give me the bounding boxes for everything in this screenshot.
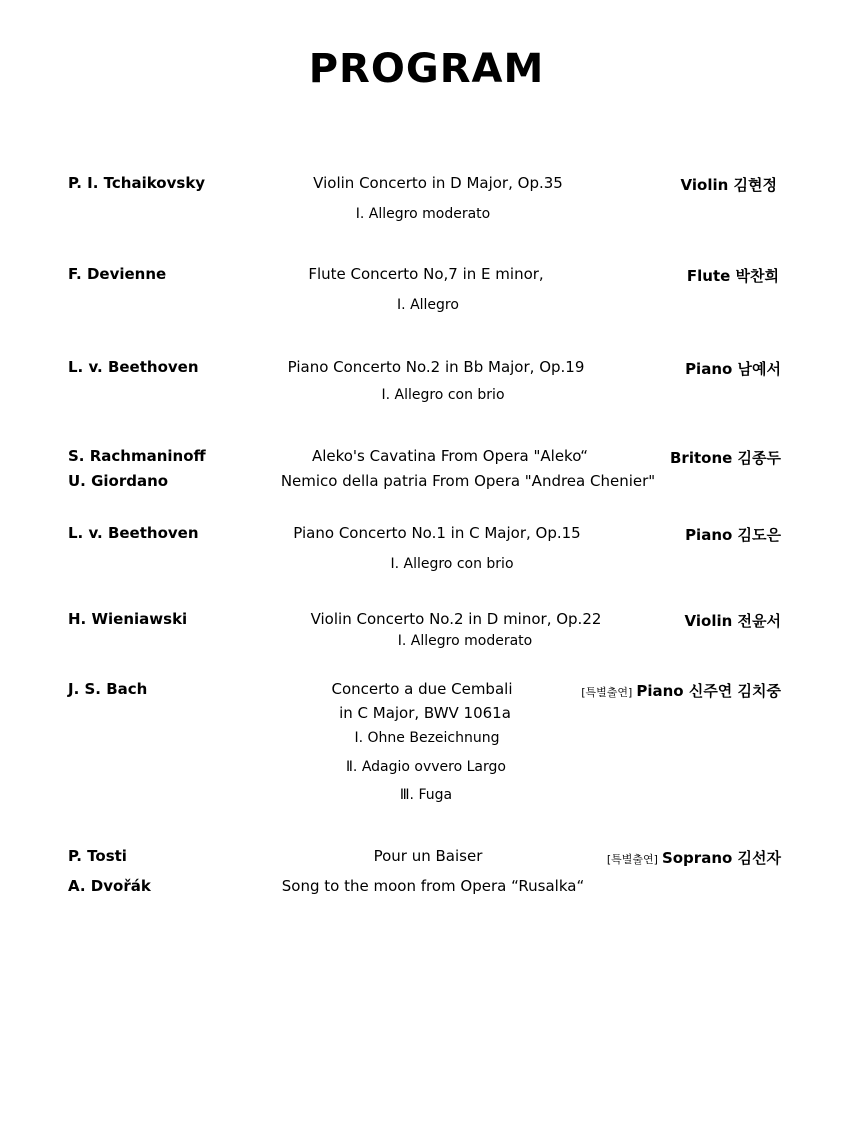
- special-appearance-tag: [특별출연]: [606, 853, 658, 866]
- composer-beethoven-1: L. v. Beethoven: [68, 524, 199, 542]
- composer-rachmaninoff: S. Rachmaninoff: [68, 447, 206, 465]
- work-bach-line-2: in C Major, BWV 1061a: [339, 704, 511, 722]
- performer-rachmaninoff: Britone 김종두: [670, 449, 781, 467]
- performer-beethoven-2: Piano 남예서: [685, 360, 781, 378]
- work-bach-line-1: Concerto a due Cembali: [331, 680, 513, 698]
- movement-beethoven-2: Ⅰ. Allegro con brio: [381, 387, 505, 403]
- movement-bach-2: Ⅱ. Adagio ovvero Largo: [346, 759, 506, 775]
- movement-devienne: Ⅰ. Allegro: [397, 297, 459, 313]
- performer-bach: [581, 680, 781, 701]
- composer-dvorak: A. Dvořák: [68, 877, 151, 895]
- work-giordano: Nemico della patria From Opera "Andrea Chenier": [280, 472, 656, 490]
- composer-wieniawski: H. Wieniawski: [68, 610, 188, 628]
- performer-tosti: [607, 847, 781, 868]
- movement-bach-3: Ⅲ. Fuga: [399, 787, 453, 803]
- movement-tchaikovsky: Ⅰ. Allegro moderato: [355, 206, 491, 222]
- composer-beethoven-2: L. v. Beethoven: [68, 358, 199, 376]
- composer-bach: J. S. Bach: [68, 680, 148, 698]
- performer-tchaikovsky: Violin 김현정: [680, 176, 777, 194]
- composer-tosti: P. Tosti: [68, 847, 127, 865]
- performer-beethoven-1: Piano 김도은: [685, 526, 781, 544]
- work-tosti: Pour un Baiser: [373, 847, 483, 865]
- movement-bach-1: Ⅰ. Ohne Bezeichnung: [354, 730, 500, 746]
- work-beethoven-1: Piano Concerto No.1 in C Major, Op.15: [293, 524, 581, 542]
- composer-giordano: U. Giordano: [68, 472, 169, 490]
- performer-tosti-names: Soprano 김선자: [661, 849, 781, 867]
- work-dvorak: Song to the moon from Opera “Rusalka“: [281, 877, 585, 895]
- performer-wieniawski: Violin 전윤서: [684, 612, 781, 630]
- performer-devienne: Flute 박찬희: [686, 267, 779, 285]
- page-title: PROGRAM: [308, 46, 545, 92]
- work-rachmaninoff: Aleko's Cavatina From Opera "Aleko“: [311, 447, 589, 465]
- work-devienne: Flute Concerto No,7 in E minor,: [308, 265, 544, 283]
- performer-bach-names: Piano 신주연 김치중: [636, 682, 781, 700]
- composer-tchaikovsky: P. I. Tchaikovsky: [68, 174, 206, 192]
- work-tchaikovsky: Violin Concerto in D Major, Op.35: [313, 174, 563, 192]
- work-beethoven-2: Piano Concerto No.2 in Bb Major, Op.19: [287, 358, 585, 376]
- movement-wieniawski: Ⅰ. Allegro moderato: [397, 633, 533, 649]
- special-appearance-tag: [특별출연]: [581, 686, 633, 699]
- movement-beethoven-1: Ⅰ. Allegro con brio: [390, 556, 514, 572]
- work-wieniawski: Violin Concerto No.2 in D minor, Op.22: [310, 610, 602, 628]
- composer-devienne: F. Devienne: [68, 265, 167, 283]
